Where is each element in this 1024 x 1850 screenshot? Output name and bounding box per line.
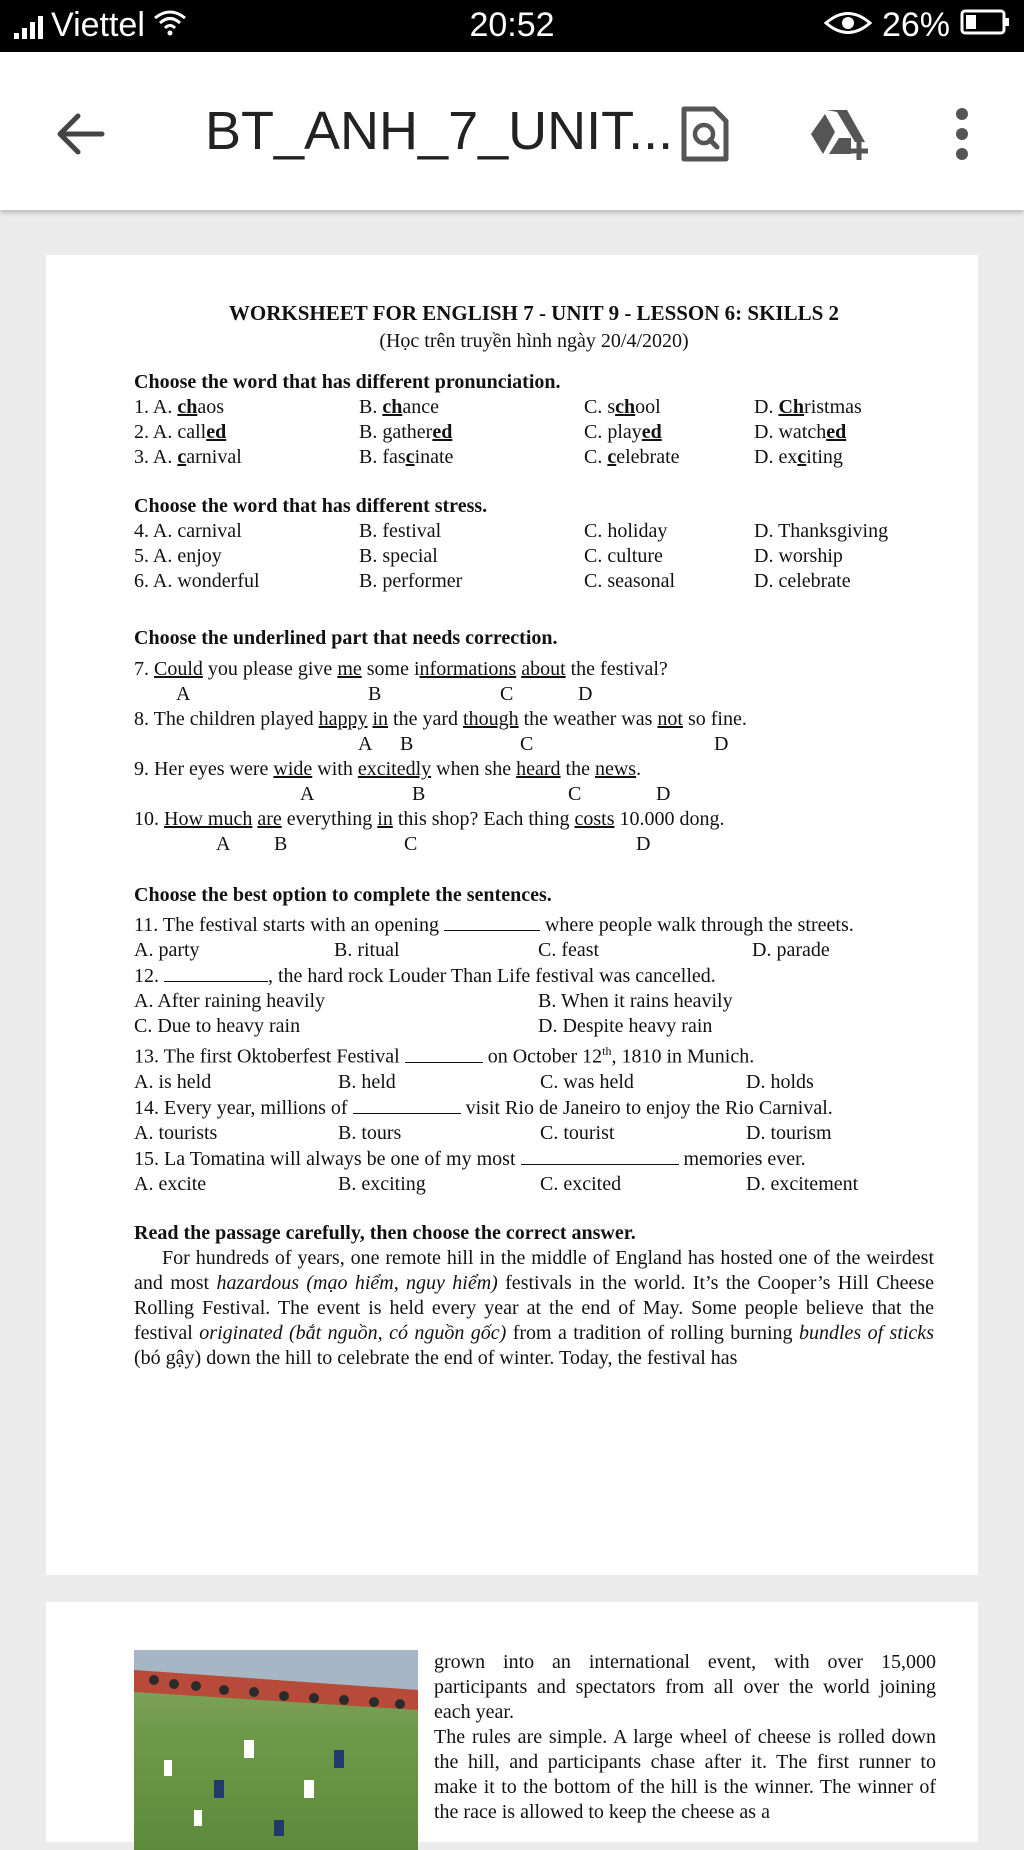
- question-11: 11. The festival starts with an opening where people walk through the streets.: [134, 914, 854, 936]
- carrier-name: Viettel: [51, 6, 145, 44]
- options-14: A. tourists B. tours C. tourist D. tourism: [134, 1121, 832, 1144]
- question-10: 10. How much are everything in this shop? Each thing costs 10.000 dong.: [134, 808, 725, 830]
- answer-letters: A B C D: [300, 783, 671, 805]
- more-vert-icon: [952, 106, 972, 162]
- cheese-rolling-photo: [134, 1650, 418, 1850]
- options-11: A. party B. ritual C. feast D. parade: [134, 939, 830, 961]
- page2-text: grown into an international event, with over 15,000 participants and spectators from all over the world joining each year. The rules are simple. A large wheel of cheese is rolled down the hill, and participants chase after it. The first runner to make it to the bottom of the hill is the winner. The winner of the race is allowed to keep the cheese as a: [434, 1651, 936, 1823]
- question-14: 14. Every year, millions of visit Rio de Janeiro to enjoy the Rio Carnival.: [134, 1096, 833, 1119]
- question-7: 7. Could you please give me some informations about the festival?: [134, 658, 668, 680]
- drive-add-icon: [807, 106, 873, 162]
- section-heading: Choose the underlined part that needs correction.: [134, 627, 558, 649]
- worksheet-title: WORKSHEET FOR ENGLISH 7 - UNIT 9 - LESSON 6: SKILLS 2: [228, 301, 840, 325]
- options-12a: A. After raining heavily B. When it rains heavily: [134, 990, 733, 1012]
- battery-icon: [960, 6, 1010, 45]
- passage-text: For hundreds of years, one remote hill in the middle of England has hosted one of the weirdest and most hazardous (mạo hiểm, nguy hiểm) festivals in the world. It’s the Cooper’s Hill Cheese Rolling Festival. The event is held every year at the end of May. Some people believe that the festival originated (bắt nguồn, có nguồn gốc) from a tradition of rolling burning bundles of sticks (bó gậy) down the hill to celebrate the end of winter. Today, the festival has: [134, 1246, 934, 1369]
- worksheet-subtitle: (Học trên truyền hình ngày 20/4/2020): [379, 330, 689, 352]
- options-12b: C. Due to heavy rain D. Despite heavy rain: [134, 1015, 713, 1037]
- document-title: BT_ANH_7_UNIT...: [205, 101, 674, 161]
- question-6: 6. A. wonderful B. performer C. seasonal D. celebrate: [134, 570, 851, 592]
- more-options-button[interactable]: [922, 94, 1002, 174]
- answer-letters: A B C D: [216, 833, 651, 855]
- section-heading: Choose the best option to complete the sentences.: [134, 884, 552, 906]
- arrow-back-icon: [54, 112, 106, 156]
- options-13: A. is held B. held C. was held D. holds: [134, 1070, 814, 1093]
- doc-search-icon: [680, 105, 730, 163]
- find-in-document-button[interactable]: [665, 94, 745, 174]
- section-heading: Choose the word that has different stress.: [134, 495, 488, 517]
- question-3: 3. A. carnival B. fascinate C. celebrate D. exciting: [134, 446, 843, 468]
- back-button[interactable]: [40, 94, 120, 174]
- question-2: 2. A. called B. gathered C. played D. watched: [134, 421, 847, 443]
- clock: 20:52: [469, 6, 555, 44]
- app-bar: [0, 52, 1024, 210]
- page-content: [134, 301, 934, 1371]
- section-heading: Choose the word that has different pronunciation.: [134, 371, 561, 393]
- answer-letters: A B C D: [358, 733, 729, 755]
- answer-letters: A B C D: [176, 683, 593, 705]
- question-15: 15. La Tomatina will always be one of my most memories ever.: [134, 1147, 806, 1170]
- document-page-2: [46, 1602, 978, 1842]
- question-5: 5. A. enjoy B. special C. culture D. worship: [134, 545, 843, 567]
- question-13: 13. The first Oktoberfest Festival on October 12th, 1810 in Munich.: [134, 1044, 755, 1068]
- eye-icon: [824, 6, 872, 45]
- question-1: 1. A. chaos B. chance C. school D. Christmas: [134, 396, 862, 418]
- options-15: A. excite B. exciting C. excited D. excitement: [134, 1172, 859, 1195]
- question-4: 4. A. carnival B. festival C. holiday D. Thanksgiving: [134, 520, 889, 542]
- battery-level: 26%: [881, 6, 950, 44]
- question-8: 8. The children played happy in the yard though the weather was not so fine.: [134, 708, 747, 730]
- document-page-1: [46, 255, 978, 1575]
- question-12: 12. , the hard rock Louder Than Life festival was cancelled.: [134, 965, 716, 987]
- section-heading: Read the passage carefully, then choose the correct answer.: [134, 1221, 636, 1244]
- status-bar: [0, 0, 1024, 52]
- add-to-drive-button[interactable]: [800, 94, 880, 174]
- question-9: 9. Her eyes were wide with excitedly when she heard the news.: [134, 758, 642, 780]
